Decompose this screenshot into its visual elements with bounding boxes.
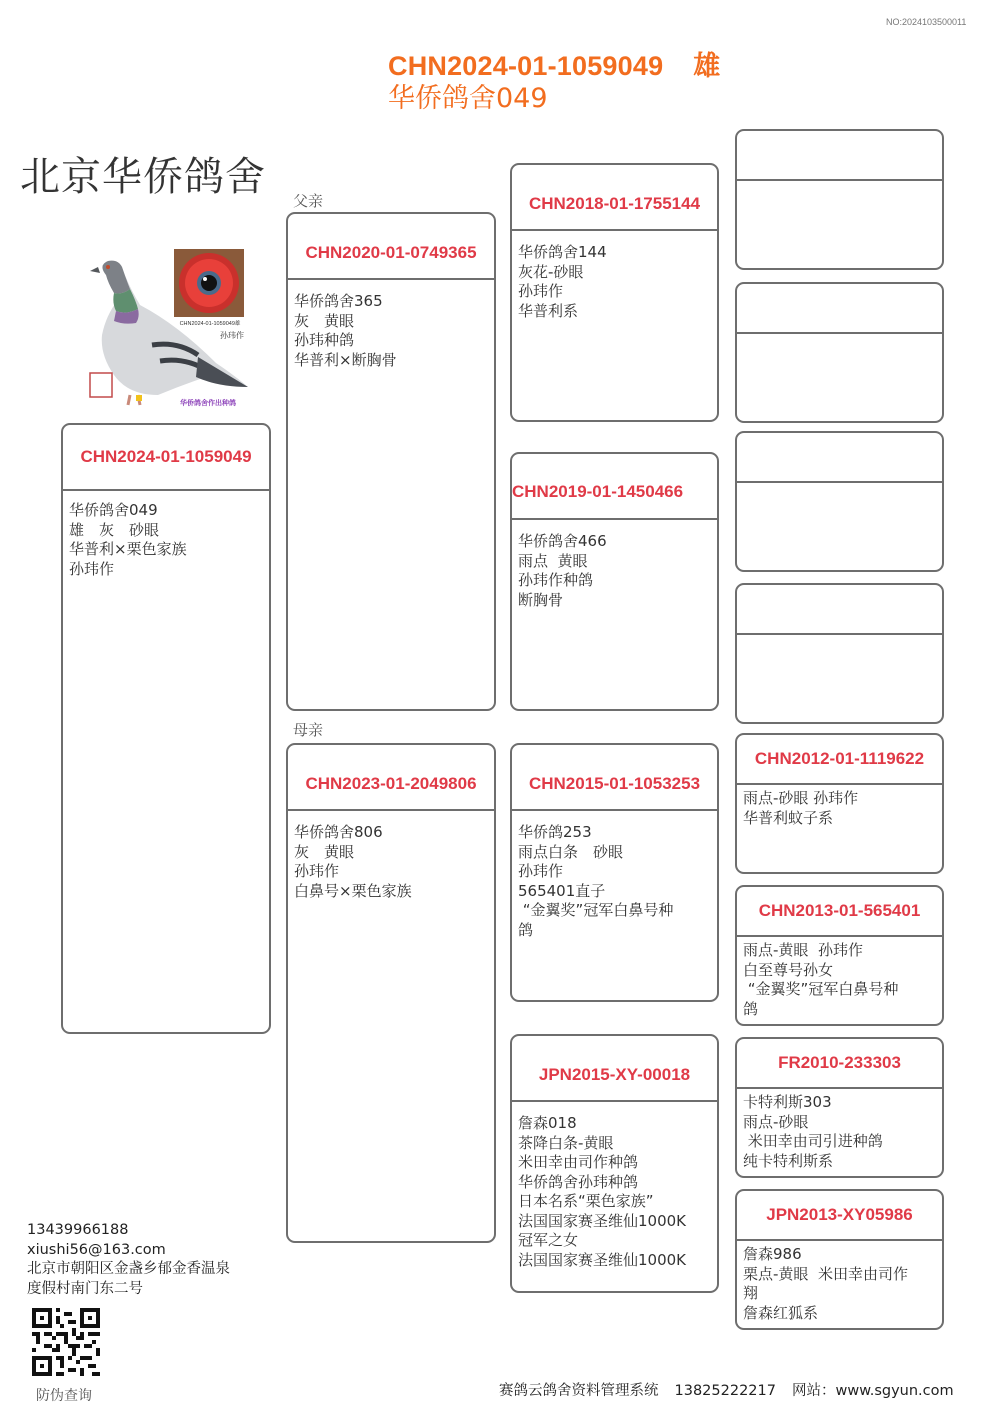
subject-ring-number: CHN2024-01-1059049 [63, 425, 269, 491]
great-grandparent-card [735, 1037, 944, 1178]
sire-details [288, 280, 494, 374]
great-grandparent-details [737, 937, 942, 1023]
great-grandparent-ring-number [737, 433, 942, 483]
seal-stamp [90, 373, 112, 397]
detail-line: 詹森986 [743, 1245, 802, 1263]
grandparent-card [510, 163, 719, 422]
dam-details [288, 811, 494, 905]
detail-line: 华侨鸽253 [518, 823, 592, 841]
detail-line: 鸽 [518, 920, 534, 939]
detail-line: 灰花-砂眼 [518, 262, 584, 281]
great-grandparent-ring-number [737, 585, 942, 635]
detail-line: 孙玮作 [294, 862, 340, 880]
qr-code[interactable] [32, 1308, 100, 1376]
detail-line: 雨点 黄眼 [518, 551, 588, 570]
sire-ring-number: CHN2020-01-0749365 [288, 214, 494, 280]
detail-line: 孙玮作种鸽 [518, 571, 594, 589]
dam-card [286, 743, 496, 1243]
subject-details [63, 491, 269, 583]
detail-line: 孙玮作 [518, 862, 564, 880]
photo-caption-breeder: 孙玮作 [220, 331, 244, 340]
detail-line: 法国国家赛圣维仙1000K [518, 1250, 687, 1269]
loft-title: 北京华侨鸽舍 [20, 154, 266, 200]
detail-line: 华普利系 [518, 301, 579, 320]
great-grandparent-card [735, 733, 944, 874]
grandparent-details [512, 231, 717, 325]
detail-line: 华侨鸽舍466 [518, 532, 607, 550]
contact-address-line1: 北京市朝阳区金盏乡郁金香温泉 [27, 1261, 230, 1277]
eye-inset-image [174, 249, 244, 317]
great-grandparent-card-empty [735, 129, 944, 270]
detail-line: 法国国家赛圣维仙1000K [518, 1211, 687, 1230]
qr-code-icon [32, 1308, 100, 1376]
detail-line: 鸽 [743, 999, 759, 1018]
detail-line: 冠军之女 [518, 1231, 579, 1249]
qr-label: 防伪查询 [36, 1388, 92, 1404]
great-grandparent-ring-number: JPN2013-XY05986 [737, 1191, 942, 1241]
great-grandparent-card [735, 885, 944, 1026]
detail-line: 翔 [743, 1284, 759, 1302]
detail-line: 雨点-砂眼 [743, 1112, 809, 1131]
detail-line: 565401直子 [518, 881, 606, 900]
dam-ring-number: CHN2023-01-2049806 [288, 745, 494, 811]
detail-line: 华普利蚊子系 [743, 808, 834, 827]
header-ring-number: CHN2024-01-1059049 [388, 51, 664, 81]
contact-phone: 13439966188 [27, 1222, 129, 1238]
detail-line: 孙玮作 [69, 559, 115, 578]
contact-email: xiushi56@163.com [27, 1241, 166, 1258]
great-grandparent-card-empty [735, 431, 944, 572]
detail-line: “金翼奖”冠军白鼻号种 [518, 901, 674, 919]
grandparent-details [512, 811, 717, 944]
detail-line: 日本名系“栗色家族” [518, 1192, 654, 1210]
great-grandparent-ring-number: FR2010-233303 [737, 1039, 942, 1089]
detail-line: 华普利×断胸骨 [294, 350, 397, 369]
grandparent-details [512, 1102, 717, 1274]
dam-label: 母亲 [293, 721, 324, 739]
great-grandparent-card-empty [735, 282, 944, 423]
grandparent-ring-number: CHN2018-01-1755144 [512, 165, 717, 231]
sire-label: 父亲 [293, 192, 324, 210]
detail-line: 纯卡特利斯系 [743, 1151, 834, 1170]
document-number: NO:2024103500011 [886, 17, 967, 27]
footer-website[interactable]: 网站：www.sgyun.com [791, 1383, 954, 1399]
detail-line: 栗点-黄眼 米田幸由司作 [743, 1264, 908, 1283]
detail-line: 孙玮作 [518, 282, 564, 300]
great-grandparent-details [737, 1089, 942, 1175]
great-grandparent-card-empty [735, 583, 944, 724]
detail-line: 雨点白条 砂眼 [518, 842, 624, 861]
grandparent-ring-number: CHN2015-01-1053253 [512, 745, 717, 811]
header-sex: 雄 [693, 51, 721, 81]
contact-info [27, 1221, 230, 1299]
pigeon-photo [78, 245, 250, 413]
detail-line: “金翼奖”冠军白鼻号种 [743, 980, 899, 998]
grandparent-ring-number: CHN2019-01-1450466 [512, 454, 717, 520]
detail-line: 断胸骨 [518, 590, 564, 609]
detail-line: 华侨鸽舍365 [294, 292, 383, 310]
detail-line: 雨点-砂眼 孙玮作 [743, 789, 859, 807]
great-grandparent-ring-number: CHN2013-01-565401 [737, 887, 942, 937]
detail-line: 白至尊号孙女 [743, 960, 834, 979]
detail-line: 茶降白条-黄眼 [518, 1133, 614, 1152]
grandparent-card [510, 743, 719, 1002]
detail-line: 雄 灰 砂眼 [69, 520, 160, 539]
photo-caption-ring: CHN2024-01-1059049雄 [179, 321, 241, 327]
footer-system-name: 赛鸽云鸽舍资料管理系统 [499, 1383, 659, 1399]
detail-line: 詹森018 [518, 1114, 577, 1132]
detail-line: 华侨鸽舍806 [294, 823, 383, 841]
grandparent-card [510, 1034, 719, 1293]
detail-line: 灰 黄眼 [294, 842, 355, 861]
header-pigeon-name: 华侨鸽舍049 [388, 83, 548, 114]
subject-card [61, 423, 271, 1034]
detail-line: 卡特利斯303 [743, 1093, 832, 1111]
pigeon-illustration [78, 245, 250, 413]
detail-line: 华普利×栗色家族 [69, 540, 187, 558]
detail-line: 华侨鸽舍孙玮种鸽 [518, 1172, 639, 1191]
detail-line: 孙玮种鸽 [294, 331, 355, 349]
footer-phone: 13825222217 [674, 1383, 776, 1399]
detail-line: 米田幸由司引进种鸽 [743, 1132, 883, 1150]
sire-card [286, 212, 496, 711]
detail-line: 白鼻号×栗色家族 [294, 881, 412, 900]
detail-line: 华侨鸽舍144 [518, 243, 607, 261]
grandparent-card [510, 452, 719, 711]
detail-line: 雨点-黄眼 孙玮作 [743, 941, 863, 959]
detail-line: 詹森红狐系 [743, 1303, 819, 1322]
great-grandparent-ring-number [737, 284, 942, 334]
great-grandparent-card [735, 1189, 944, 1330]
contact-address-line2: 度假村南门东二号 [27, 1280, 143, 1297]
detail-line: 华侨鸽舍049 [69, 501, 158, 519]
detail-line: 米田幸由司作种鸽 [518, 1153, 639, 1171]
great-grandparent-ring-number [737, 131, 942, 181]
great-grandparent-details [737, 785, 942, 832]
footer [499, 1379, 954, 1400]
grandparent-ring-number: JPN2015-XY-00018 [512, 1036, 717, 1102]
great-grandparent-details [737, 1241, 942, 1327]
grandparent-details [512, 520, 717, 614]
great-grandparent-ring-number: CHN2012-01-1119622 [737, 735, 942, 785]
detail-line: 灰 黄眼 [294, 311, 355, 330]
photo-caption-bottom: 华侨鸽舍作出种鸽 [180, 399, 236, 407]
